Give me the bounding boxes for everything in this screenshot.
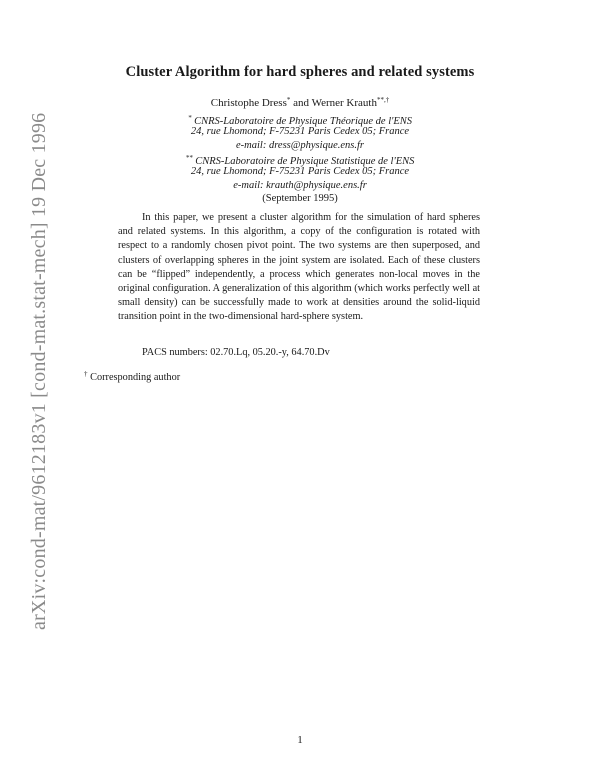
footnote — [84, 370, 180, 383]
paper-title: Cluster Algorithm for hard spheres and related systems — [125, 64, 475, 80]
publication-date: (September 1995) — [262, 193, 338, 204]
author-line — [0, 96, 600, 109]
affiliation-2-email: e-mail: krauth@physique.ens.fr — [233, 180, 367, 191]
affiliation-1-line-1 — [0, 111, 600, 125]
affiliation-2 — [0, 151, 600, 193]
affiliation-2-institution: CNRS-Laboratoire de Physique Statistique de l'ENS — [195, 156, 415, 167]
arxiv-identifier: arXiv:cond-mat/9612183v1 [cond-mat.stat-mech] 19 Dec 1996 — [28, 112, 50, 630]
affiliation-2-line-1 — [0, 151, 600, 165]
affiliation-2-mark: ** — [185, 154, 193, 162]
affiliation-1-mark: * — [187, 114, 192, 122]
author-1: Christophe Dress — [210, 97, 287, 109]
author-2-mark: **,† — [376, 96, 390, 104]
pacs-numbers: PACS numbers: 02.70.Lq, 05.20.-y, 64.70.Dv — [142, 347, 330, 358]
page-number: 1 — [297, 734, 303, 746]
affiliation-2-address: 24, rue Lhomond; F-75231 Paris Cedex 05; France — [190, 166, 410, 177]
abstract-paragraph: In this paper, we present a cluster algorithm for the simulation of hard spheres and related systems. In this algorithm, a copy of the configuration is rotated with respect to a randomly chosen pivot point. The two systems are then superposed, and clusters of overlapping spheres in the joint system are isolated. Each of these clusters can be “flipped” independently, a process which generates non-local moves in the original configuration. A generalization of this algorithm (which works perfectly well at small density) can be successfully made to work at densities around the solid-liquid transition point in the two-dimensional hard-sphere system. — [118, 212, 481, 323]
author-connector: and — [290, 97, 312, 109]
footnote-text: Corresponding author — [87, 372, 181, 383]
affiliation-1-address: 24, rue Lhomond; F-75231 Paris Cedex 05; France — [190, 126, 410, 137]
footnote-mark: † — [84, 370, 88, 378]
affiliation-1 — [0, 111, 600, 153]
affiliation-1-institution: CNRS-Laboratoire de Physique Théorique de l'ENS — [194, 116, 413, 127]
author-1-mark: * — [286, 96, 291, 104]
author-2: Werner Krauth — [311, 97, 377, 109]
affiliation-1-email: e-mail: dress@physique.ens.fr — [236, 140, 364, 151]
